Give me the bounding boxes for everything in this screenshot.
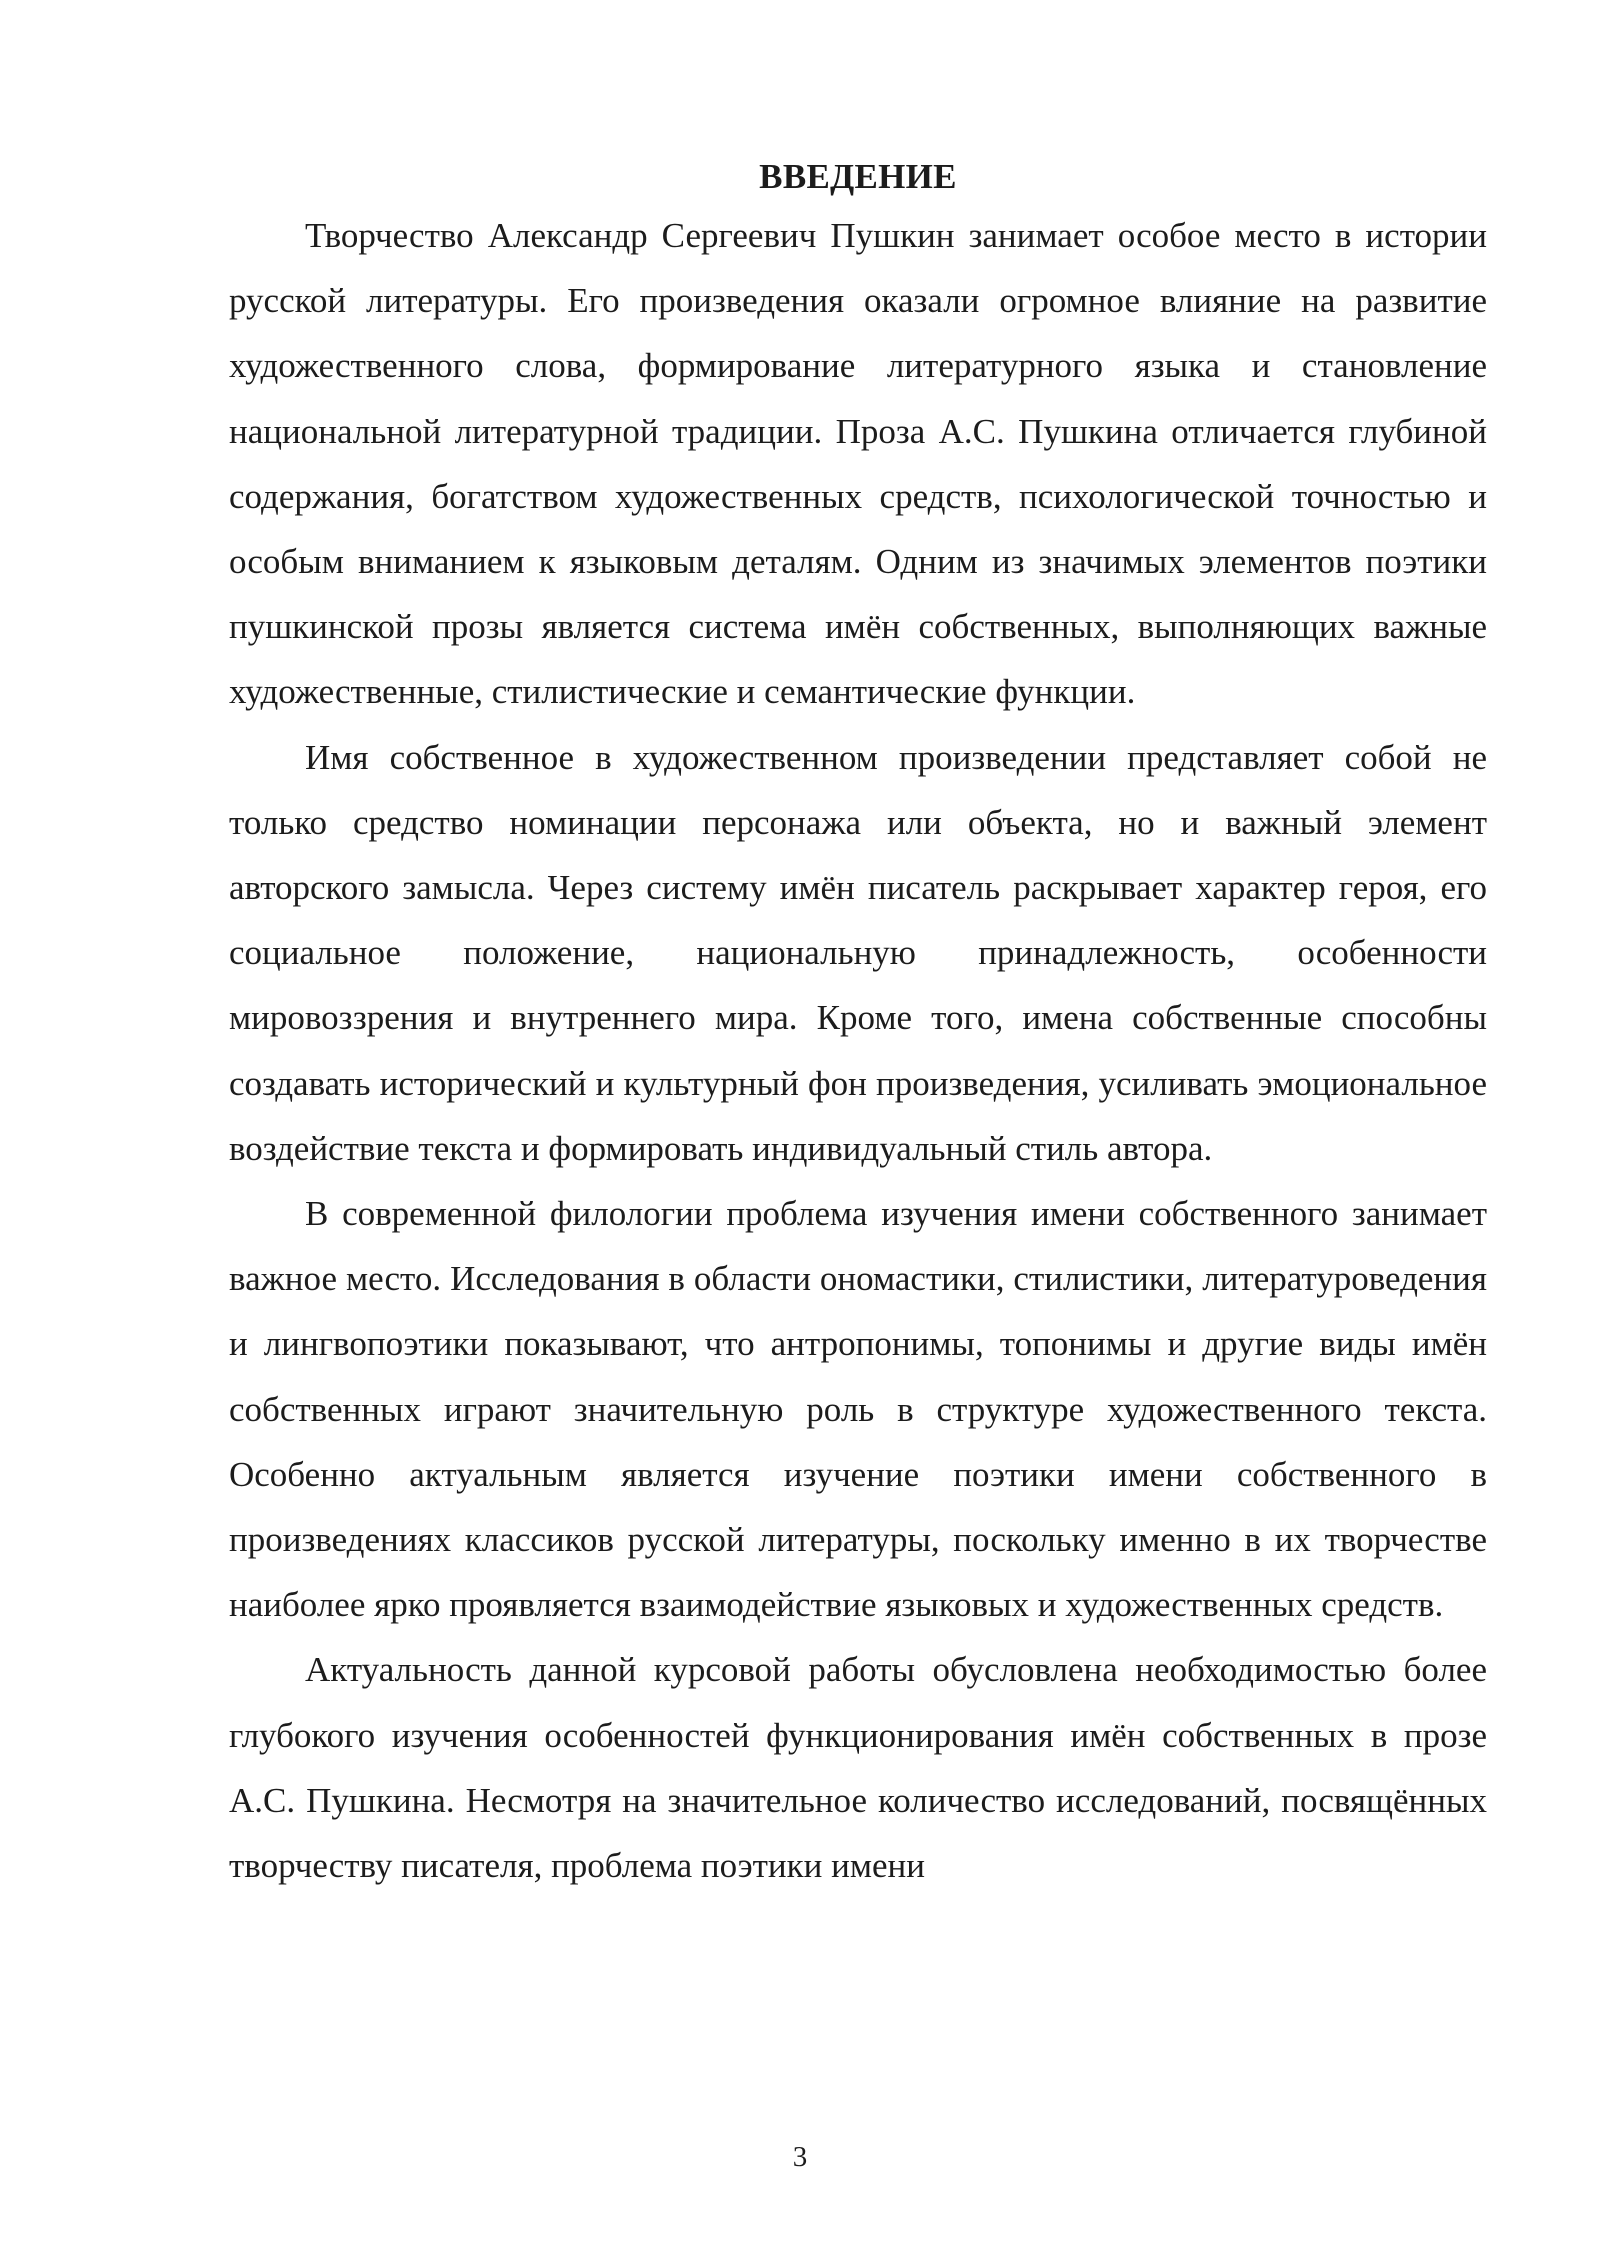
paragraph-1: Творчество Александр Сергеевич Пушкин занимает особое место в истории русской литературы. Его произведения оказали огромное влияние на развитие художественного слова, формирование литературного языка и становление национальной литературной традиции. Проза А.С. Пушкина отличается глубиной содержания, богатством художественных средств, психологической точностью и особым вниманием к языковым деталям. Одним из значимых элементов поэтики пушкинской прозы является система имён собственных, выполняющих важные художественные, стилистические и семантические функции. — [229, 216, 1487, 712]
paragraph-4: Актуальность данной курсовой работы обусловлена необходимостью более глубокого изучения особенностей функционирования имён собственных в прозе А.С. Пушкина. Несмотря на значительное количество исследований, посвящённых творчеству писателя, проблема поэтики имени — [229, 1650, 1487, 1886]
section-heading: ВВЕДЕНИЕ — [759, 157, 957, 196]
page-number: 3 — [792, 2141, 808, 2173]
paragraph-3: В современной филологии проблема изучения имени собственного занимает важное место. Исследования в области ономастики, стилистики, литературоведения и лингвопоэтики показывают, что антропонимы, топонимы и другие виды имён собственных играют значительную роль в структуре художественного текста. Особенно актуальным является изучение поэтики имени собственного в произведениях классиков русской литературы, поскольку именно в их творчестве наиболее ярко проявляется взаимодействие языковых и художественных средств. — [229, 1194, 1487, 1625]
paragraph-2: Имя собственное в художественном произведении представляет собой не только средство номинации персонажа или объекта, но и важный элемент авторского замысла. Через систему имён писатель раскрывает характер героя, его социальное положение, национальную принадлежность, особенности мировоззрения и внутреннего мира. Кроме того, имена собственные способны создавать исторический и культурный фон произведения, усиливать эмоциональное воздействие текста и формировать индивидуальный стиль автора. — [229, 737, 1487, 1168]
document-page — [229, 150, 1487, 1898]
